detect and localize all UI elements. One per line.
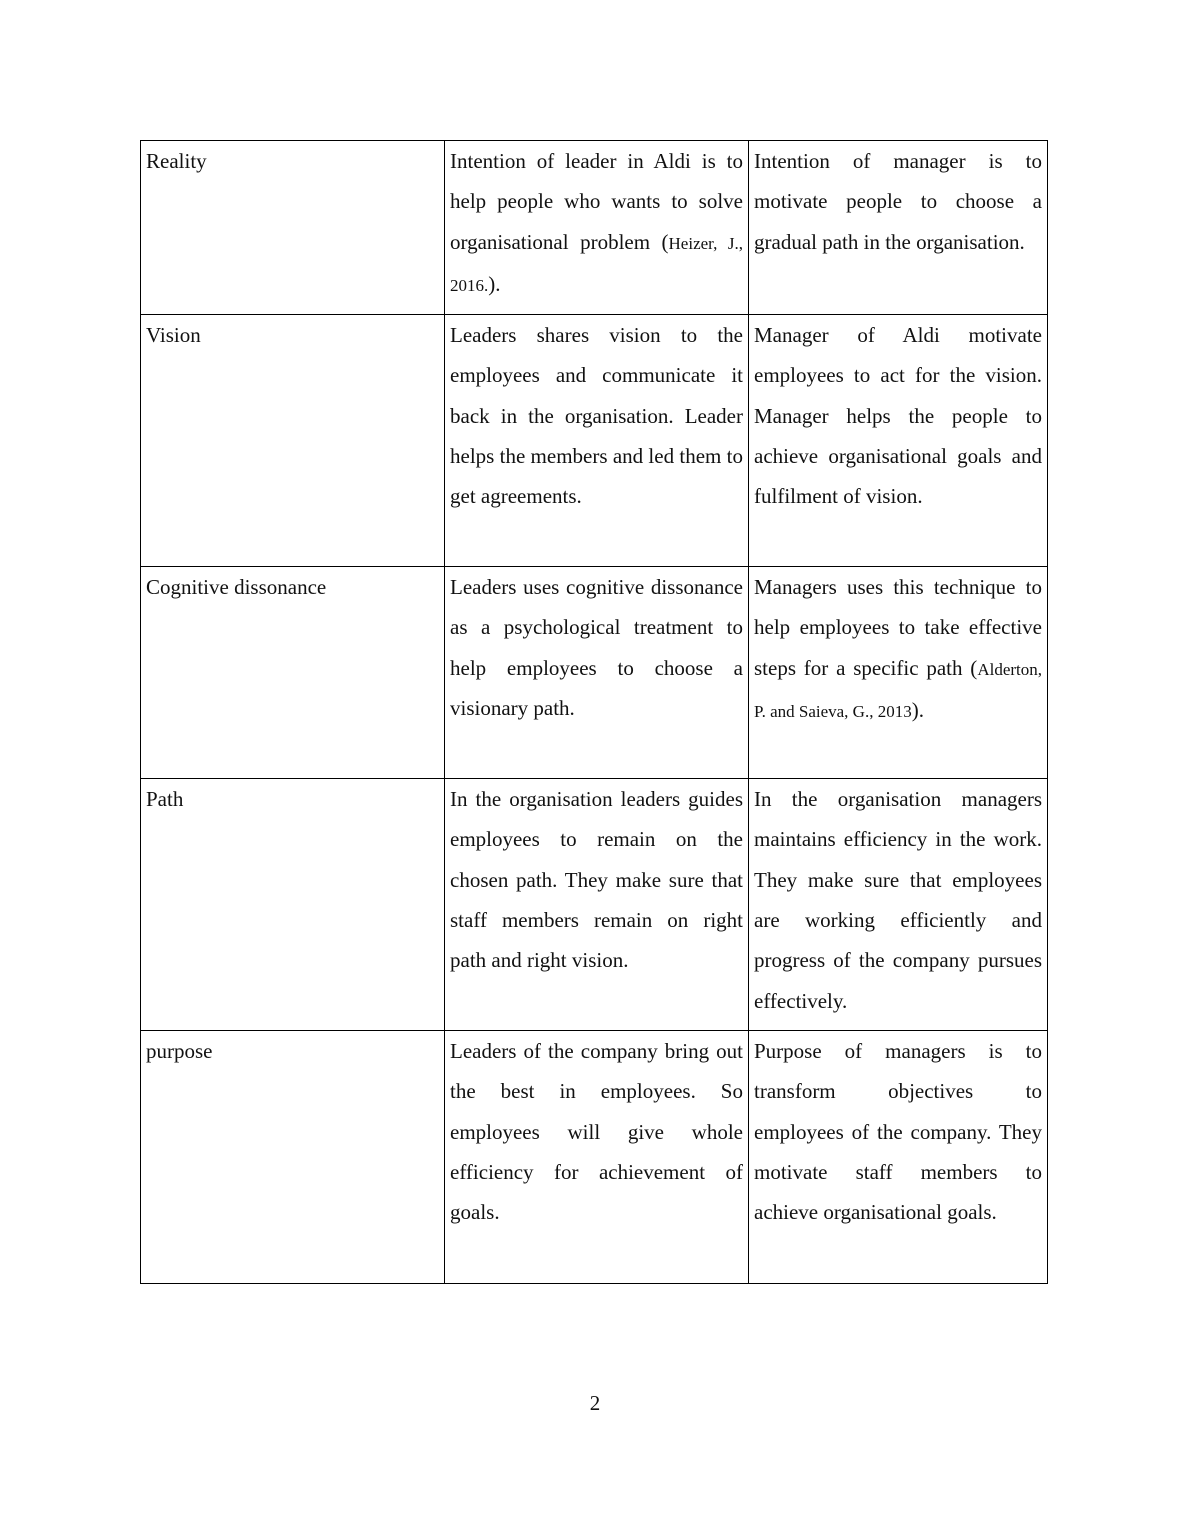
leader-cell <box>445 141 749 315</box>
cell-text: Intention of manager is to motivate people to choose a gradual path in the organisation. <box>754 149 1042 254</box>
leader-cell <box>445 779 749 1031</box>
cell-text: Purpose of managers is to transform objectives to employees of the company. They motivate staff members to achieve organisational goals. <box>754 1039 1042 1225</box>
leader-cell <box>445 567 749 779</box>
cell-text-end: ). <box>488 271 501 296</box>
term-text: purpose <box>146 1039 213 1064</box>
term-cell <box>141 315 445 567</box>
table-row <box>141 779 1048 1031</box>
cell-text: Leaders shares vision to the employees and communicate it back in the organisation. Leader helps the members and led them to get agreements. <box>450 323 743 509</box>
manager-cell <box>749 567 1048 779</box>
manager-cell <box>749 141 1048 315</box>
manager-cell <box>749 315 1048 567</box>
cell-text: In the organisation leaders guides employees to remain on the chosen path. They make sure that staff members remain on right path and right vision. <box>450 787 743 973</box>
citation: Alderton, P. and Saieva, G., 2013 <box>754 659 1042 722</box>
term-text: Cognitive dissonance <box>146 575 327 600</box>
table-row <box>141 567 1048 779</box>
term-text: Reality <box>146 149 207 173</box>
manager-cell <box>749 779 1048 1031</box>
table-row <box>141 315 1048 567</box>
cell-text: Leaders of the company bring out the best in employees. So employees will give whole efficiency for achievement of goals. <box>450 1039 743 1225</box>
leader-cell <box>445 315 749 567</box>
term-cell <box>141 1031 445 1284</box>
term-cell <box>141 779 445 1031</box>
cell-text: Intention of leader in Aldi is to help people who wants to solve organisational problem ( <box>450 149 743 254</box>
cell-text: In the organisation managers maintains efficiency in the work. They make sure that employees are working efficiently and progress of the company pursues effectively. <box>754 787 1042 1013</box>
term-cell <box>141 141 445 315</box>
cell-text-end: ). <box>911 698 924 723</box>
cell-text: Managers uses this technique to help employees to take effective steps for a specific path ( <box>754 575 1042 680</box>
table-row <box>141 141 1048 315</box>
term-cell <box>141 567 445 779</box>
manager-cell <box>749 1031 1048 1284</box>
term-text: Path <box>146 787 184 812</box>
term-text: Vision <box>146 323 201 348</box>
comparison-table <box>140 140 1048 1284</box>
cell-text: Manager of Aldi motivate employees to act for the vision. Manager helps the people to achieve organisational goals and fulfilment of vision. <box>754 323 1042 509</box>
cell-text: Leaders uses cognitive dissonance as a psychological treatment to help employees to choose a visionary path. <box>450 575 743 721</box>
leader-cell <box>445 1031 749 1284</box>
table-row <box>141 1031 1048 1284</box>
page-number: 2 <box>589 1391 601 1415</box>
citation: Heizer, J., 2016. <box>450 233 743 295</box>
